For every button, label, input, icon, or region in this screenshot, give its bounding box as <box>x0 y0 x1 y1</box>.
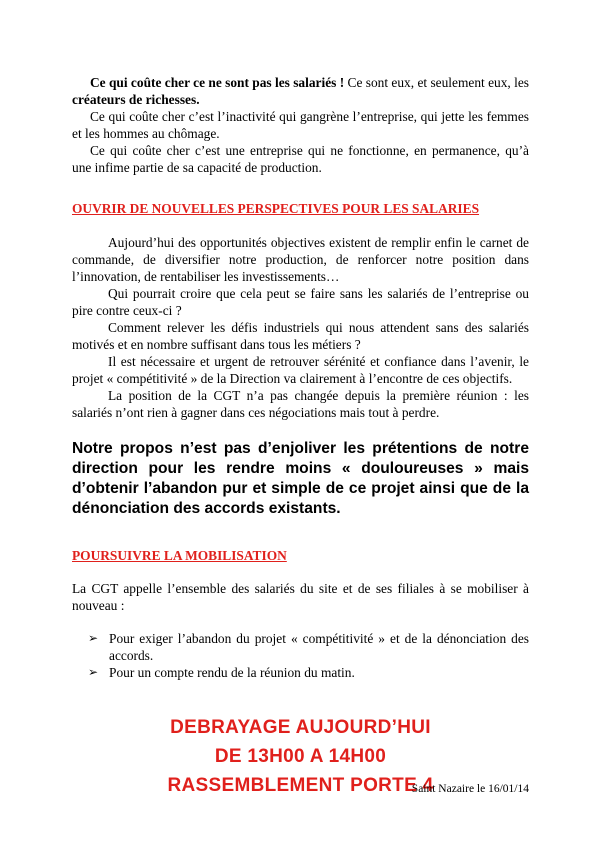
banner-line-gathering: RASSEMBLEMENT PORTE 4 <box>167 775 434 796</box>
demands-list <box>72 630 529 681</box>
leaflet-body <box>72 74 529 800</box>
intro-paragraph-3: Ce qui coûte cher c’est une entreprise qui ne fonctionne, en permanence, qu’à une infime partie de sa capacité de production. <box>72 143 529 175</box>
list-item <box>72 630 529 664</box>
section-heading-perspectives: OUVRIR DE NOUVELLES PERSPECTIVES POUR LES SALARIES <box>72 201 480 216</box>
bold-statement: Notre propos n’est pas d’enjoliver les prétentions de notre direction pour les rendre moins « douloureuses » mais d’obtenir l’abandon pur et simple de ce projet ainsi que de la dénonciation des accords existants. <box>72 440 529 517</box>
section-heading-mobilisation: POURSUIVRE LA MOBILISATION <box>72 548 287 563</box>
banner-line-strike: DEBRAYAGE AUJOURD’HUI <box>170 717 431 738</box>
banner-line-time: DE 13H00 A 14H00 <box>214 746 387 767</box>
intro-bold-claim: Ce qui coûte cher ce ne sont pas les salariés ! <box>90 75 345 90</box>
intro-text: Ce sont eux, et seulement eux, les <box>344 75 529 90</box>
list-item-text: Pour exiger l’abandon du projet « compétitivité » et de la dénonciation des accords. <box>109 631 529 663</box>
section2-intro: La CGT appelle l’ensemble des salariés du site et de ses filiales à se mobiliser à nouveau : <box>72 581 529 613</box>
list-item-text: Pour un compte rendu de la réunion du matin. <box>109 665 355 680</box>
section1-paragraph: La position de la CGT n’a pas changée depuis la première réunion : les salariés n’ont rien à gagner dans ces négociations mais tout à perdre. <box>72 388 529 420</box>
intro-bold-creators: créateurs de richesses. <box>72 92 200 107</box>
section1-paragraph: Aujourd’hui des opportunités objectives existent de remplir enfin le carnet de commande, de diversifier notre production, de renforcer notre position dans l’innovation, de rentabiliser les investissements… <box>72 235 529 284</box>
arrow-bullet-icon: ➢ <box>88 665 99 679</box>
arrow-bullet-icon: ➢ <box>88 631 99 645</box>
intro-paragraph-1 <box>72 74 529 108</box>
section1-paragraph: Il est nécessaire et urgent de retrouver sérénité et confiance dans l’avenir, le projet « compétitivité » de la Direction va clairement à l’encontre de ces objectifs. <box>72 354 529 386</box>
section1-paragraph: Qui pourrait croire que cela peut se faire sans les salariés de l’entreprise ou pire contre ceux-ci ? <box>72 286 529 318</box>
intro-paragraph-2: Ce qui coûte cher c’est l’inactivité qui gangrène l’entreprise, qui jette les femmes et les hommes au chômage. <box>72 109 529 141</box>
list-item <box>72 664 529 681</box>
section1-paragraph: Comment relever les défis industriels qui nous attendent sans des salariés motivés et en nombre suffisant dans tous les métiers ? <box>72 320 529 352</box>
place-date: Saint Nazaire le 16/01/14 <box>411 783 529 795</box>
